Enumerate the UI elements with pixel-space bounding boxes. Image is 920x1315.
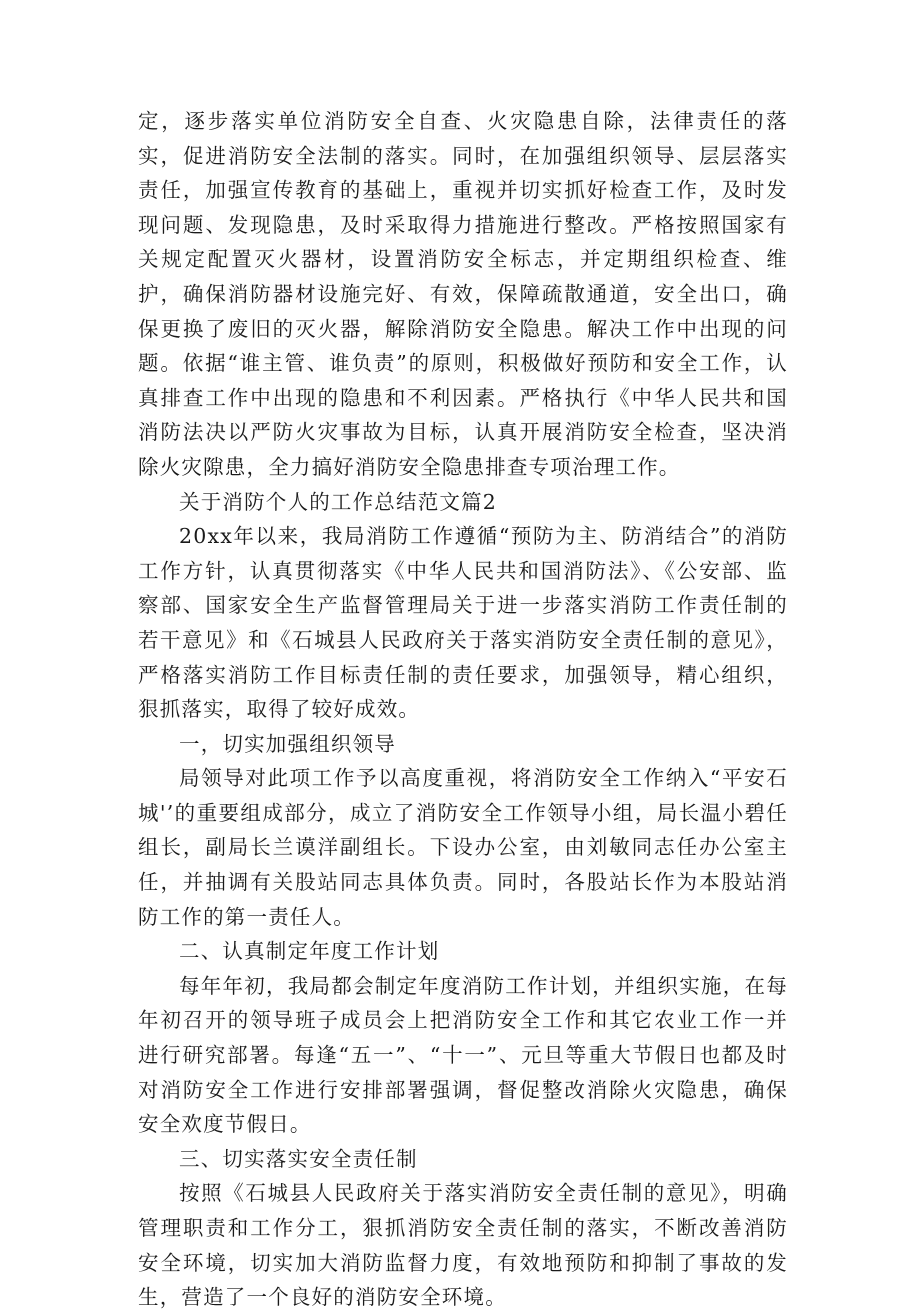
section-heading: 三、切实落实安全责任制 xyxy=(179,1146,418,1171)
article-heading: 关于消防个人的工作总结范文篇2 xyxy=(179,489,498,514)
body-paragraph: 局领导对此项工作予以高度重视，将消防安全工作纳入“平安石城'’的重要组成部分，成立了消防安全工作领导小组，局长温小碧任组长，副局长兰谟洋副组长。下设办公室，由刘敏同志任办公室主任，并抽调有关股站同志具体负责。同时，各股站长作为本股站消防工作的第一责任人。 xyxy=(138,766,788,929)
body-paragraph: 每年年初，我局都会制定年度消防工作计划，并组织实施，在每年初召开的领导班子成员会上把消防安全工作和其它农业工作一并进行研究部署。每逢“五一”、“十一”、元旦等重大节假日也都及时对消防安全工作进行安排部署强调，督促整改消除火灾隐患，确保安全欢度节假日。 xyxy=(138,973,788,1137)
section-heading: 一，切实加强组织领导 xyxy=(179,731,396,756)
section-heading: 二、认真制定年度工作计划 xyxy=(179,939,440,964)
document-page xyxy=(138,104,788,1315)
body-paragraph: 定，逐步落实单位消防安全自查、火灾隐患自除，法律责任的落实，促进消防安全法制的落实。同时，在加强组织领导、层层落实责任，加强宣传教育的基础上，重视并切实抓好检查工作，及时发现问题、发现隐患，及时采取得力措施进行整改。严格按照国家有关规定配置灭火器材，设置消防安全标志，并定期组织检查、维护，确保消防器材设施完好、有效，保障疏散通道，安全出口，确保更换了废旧的灭火器，解除消防安全隐患。解决工作中出现的问题。依据“谁主管、谁负责”的原则，积极做好预防和安全工作，认真排查工作中出现的隐患和不利因素。严格执行《中华人民共和国消防法决以严防火灾事故为目标，认真开展消防安全检查，坚决消除火灾隙患，全力搞好消防安全隐患排查专项治理工作。 xyxy=(138,109,788,479)
body-paragraph: 按照《石城县人民政府关于落实消防安全责任制的意见》，明确管理职责和工作分工，狠抓消防安全责任制的落实，不断改善消防安全环境，切实加大消防监督力度，有效地预防和抑制了事故的发生，营造了一个良好的消防安全环境。 xyxy=(138,1181,788,1310)
body-paragraph: 20xx年以来，我局消防工作遵循“预防为主、防消结合”的消防工作方针，认真贯彻落实《中华人民共和国消防法》、《公安部、监察部、国家安全生产监督管理局关于进一步落实消防工作责任制的若干意见》和《石城县人民政府关于落实消防安全责任制的意见》，严格落实消防工作目标责任制的责任要求，加强领导，精心组织，狠抓落实，取得了较好成效。 xyxy=(138,524,788,722)
